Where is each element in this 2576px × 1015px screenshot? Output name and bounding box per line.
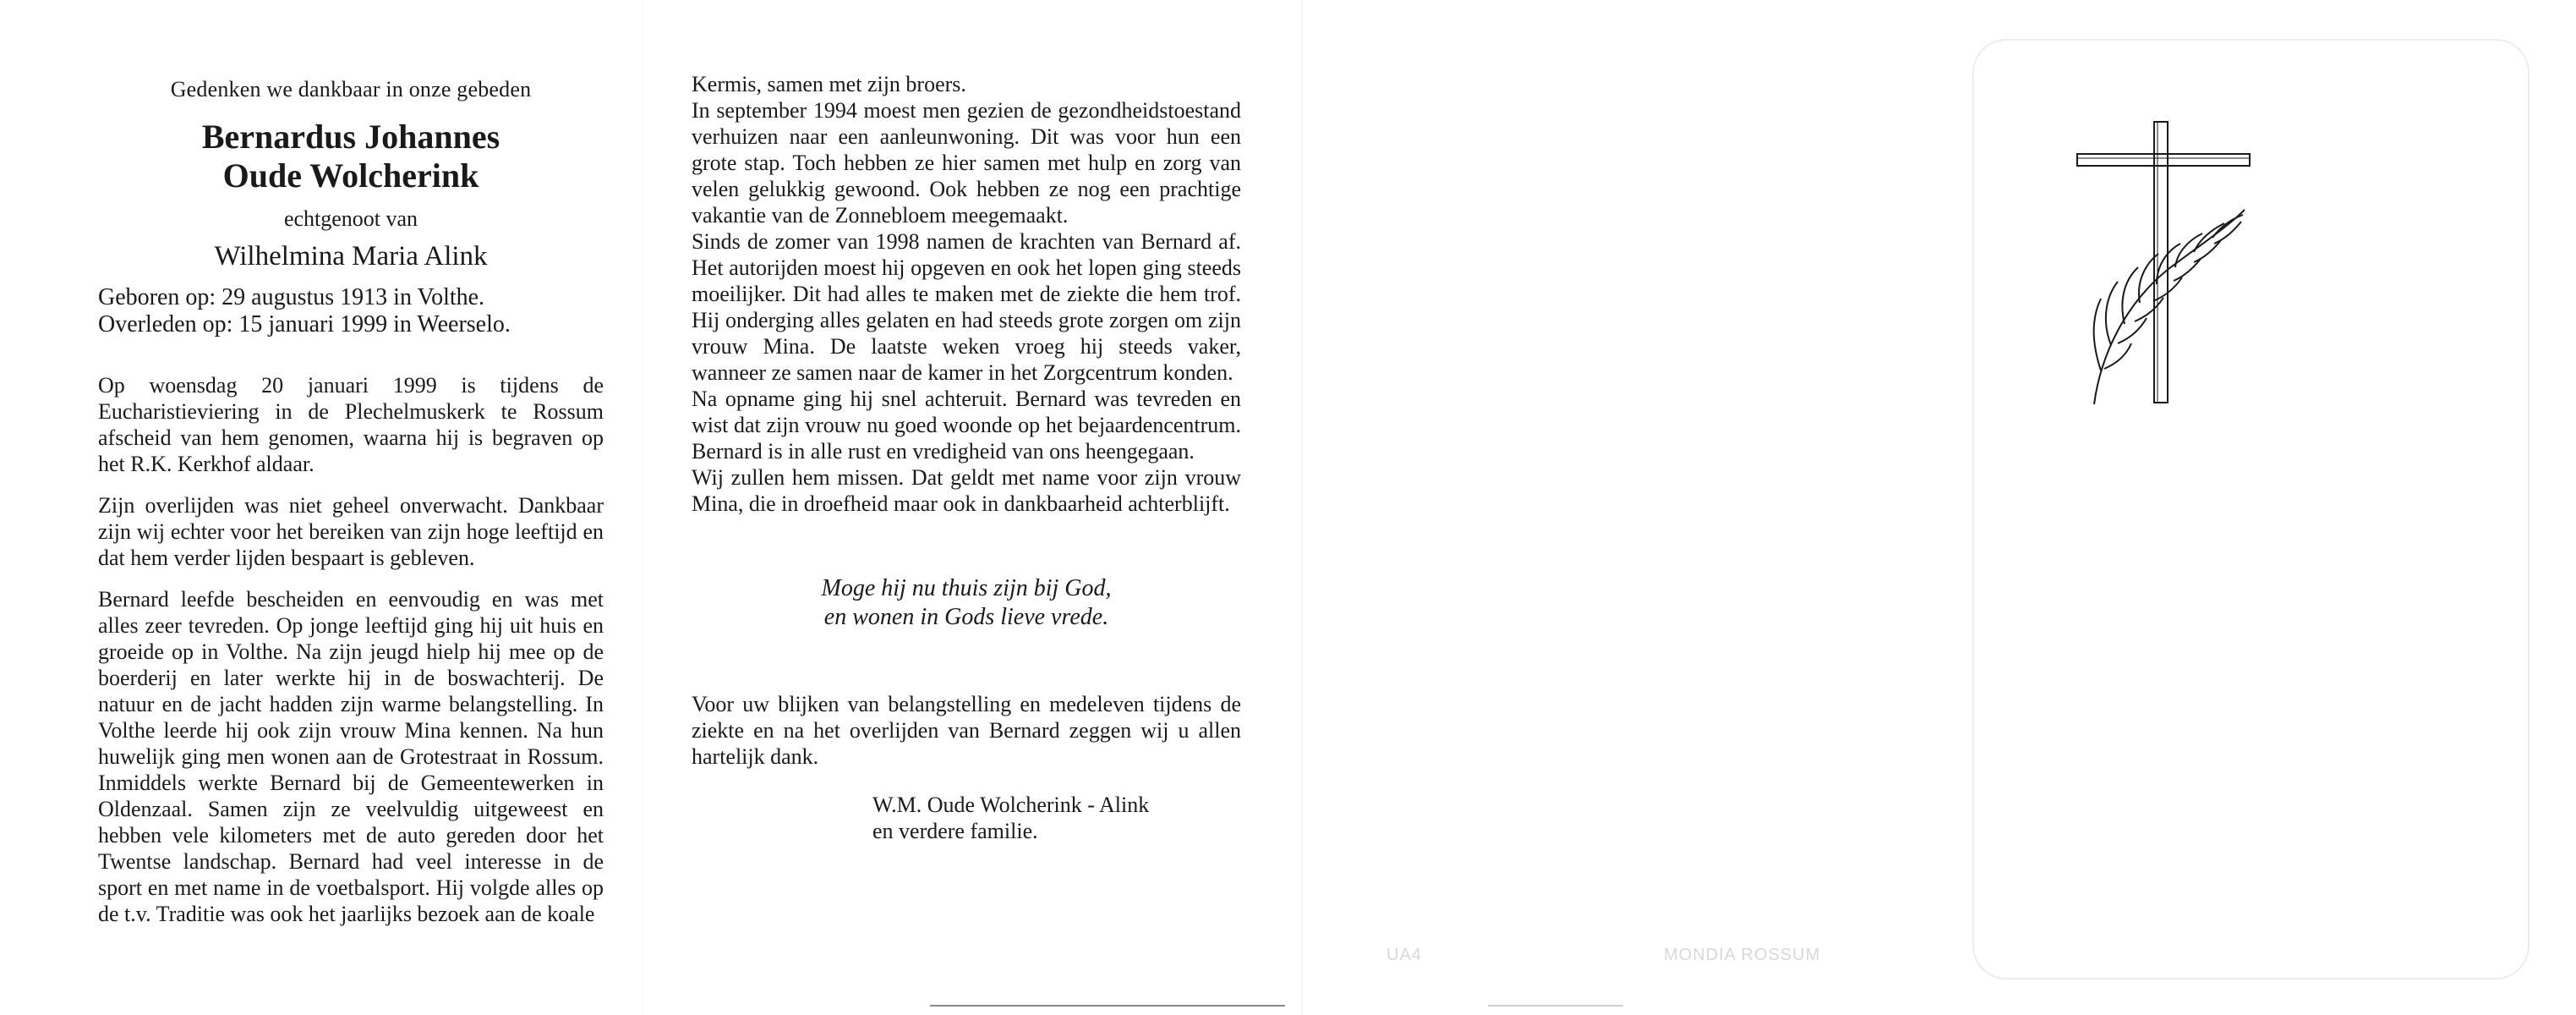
faint-printer-mark: MONDIA ROSSUM xyxy=(1664,946,1821,964)
text-paragraph: Sinds de zomer van 1998 namen de krachten van Bernard af. Het autorijden moest hij opgeven en ook het lopen ging steeds moeilijker. Dit had alles te maken met de ziekte die hem trof. Hij onderging alles gelaten en had steeds grote zorgen om zijn vrouw Mina. De laatste weken vroeg hij steeds vaker, wanneer ze samen naar de kamer in het Zorgcentrum konden. xyxy=(692,229,1241,385)
faint-print-code: UA4 xyxy=(1386,946,1422,964)
scan-edge-line xyxy=(930,1005,1285,1007)
gratitude-paragraph: Zijn overlijden was niet geheel onverwacht. Dankbaar zijn wij echter voor het bereiken van zijn hoge leeftijd en dat hem verder lijden bespaart is gebleven. xyxy=(98,493,604,570)
life-paragraph: Bernard leefde bescheiden en eenvoudig en was met alles zeer tevreden. Op jonge leeftijd ging hij uit huis en groeide op in Volthe. Na zijn jeugd hielp hij mee op de boerderij en later werkte hij in de boswachterij. De natuur en de jacht hadden zijn warme belangstelling. In Volthe leerde hij ook zijn vrouw Mina kennen. Na hun huwelijk ging men wonen aan de Grotestraat in Rossum. Inmiddels werkte Bernard bij de Gemeentewerken in Oldenzaal. Samen zijn ze veelvuldig uitgeweest en hebben vele kilometers met de auto gereden door het Twentse landschap. Bernard had veel interesse in de sport en met name in de voetbalsport. Hij volgde alles op de t.v. Traditie was ook het jaarlijks bezoek aan de koale xyxy=(98,587,604,926)
signature-line: W.M. Oude Wolcherink - Alink xyxy=(872,793,1150,817)
opening-line: Gedenken we dankbaar in onze gebeden xyxy=(170,77,532,102)
signature xyxy=(872,792,1241,844)
text-paragraph: Wij zullen hem missen. Dat geldt met name voor zijn vrouw Mina, die in droefheid maar ook in dankbaarheid achterblijft. xyxy=(692,465,1241,516)
quote-line: en wonen in Gods lieve vrede. xyxy=(823,604,1109,630)
text-paragraph: Kermis, samen met zijn broers. xyxy=(692,72,966,96)
quote-line: Moge hij nu thuis zijn bij God, xyxy=(821,575,1112,601)
cross-icon xyxy=(2077,122,2250,403)
deceased-name-line1: Bernardus Johannes xyxy=(201,118,500,156)
birth-line: Geboren op: 29 augustus 1913 in Volthe. xyxy=(98,284,485,310)
middle-column xyxy=(692,71,1241,844)
deceased-name-line2: Oude Wolcherink xyxy=(222,156,479,195)
thanks-paragraph: Voor uw blijken van belangstelling en medeleven tijdens de ziekte en na het overlijden van Bernard zeggen wij u allen hartelijk dank. xyxy=(692,692,1241,769)
cross-with-palm xyxy=(2076,117,2253,409)
prayer-quote xyxy=(692,574,1241,632)
text-paragraph: Na opname ging hij snel achteruit. Bernard was tevreden en wist dat zijn vrouw nu goed woonde op het bejaardencentrum. Bernard is in alle rust en vredigheid van ons heengegaan. xyxy=(692,387,1241,464)
spouse-name: Wilhelmina Maria Alink xyxy=(214,241,488,272)
funeral-paragraph: Op woensdag 20 januari 1999 is tijdens de Eucharistieviering in de Plechelmuskerk te Rossum afscheid van hem genomen, waarna hij is begraven op het R.K. Kerkhof aldaar. xyxy=(98,373,604,476)
scan-edge-line xyxy=(1488,1005,1623,1007)
palm-branch-icon xyxy=(2094,210,2245,404)
death-line: Overleden op: 15 januari 1999 in Weerselo. xyxy=(98,311,511,337)
signature-line: en verdere familie. xyxy=(872,819,1038,843)
spouse-intro: echtgenoot van xyxy=(283,206,418,231)
text-paragraph: In september 1994 moest men gezien de gezondheidstoestand verhuizen naar een aanleunwoning. Dit was voor hun een grote stap. Toch hebben ze hier samen met hulp en zorg van velen gelukkig gewoond. Ook hebben ze nog een prachtige vakantie van de Zonnebloem meegemaakt. xyxy=(692,98,1241,228)
left-column xyxy=(98,76,604,927)
